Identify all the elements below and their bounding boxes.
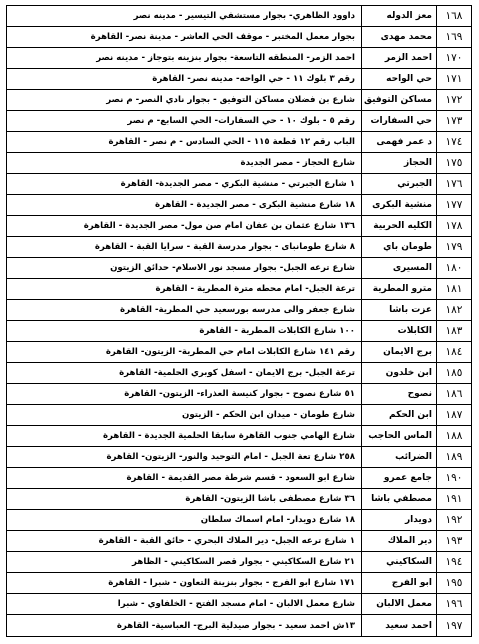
branch-name: منشية البكرى	[372, 200, 432, 210]
branch-address-cell	[7, 132, 361, 152]
branch-address: ١٨ شارع دويدار- امام اسماك سلطان	[200, 515, 355, 525]
row-number-cell	[436, 153, 471, 173]
branch-name-cell	[361, 594, 436, 614]
branch-address-cell	[7, 342, 361, 362]
row-number-cell	[436, 258, 471, 278]
branch-name: معز الدوله	[386, 11, 432, 21]
row-number-cell	[436, 321, 471, 341]
row-number-cell	[436, 237, 471, 257]
table-row	[7, 552, 471, 573]
table-row	[7, 573, 471, 594]
branch-address-cell	[7, 426, 361, 446]
branch-address: شارع ابو السعود - قسم شرطة مصر القديمة - القاهرة	[126, 473, 355, 483]
row-number-cell	[436, 132, 471, 152]
branch-address: شارع الحجاز - مصر الجديدة	[240, 158, 355, 168]
row-number-cell	[436, 69, 471, 89]
branch-name-cell	[361, 153, 436, 173]
branch-name: برج الايمان	[383, 347, 432, 357]
branch-name: حي السفارات	[370, 116, 432, 126]
branch-name: المسيرى	[392, 263, 432, 273]
row-number-cell	[436, 468, 471, 488]
table-row	[7, 426, 471, 447]
table-row	[7, 258, 471, 279]
branches-table	[6, 5, 472, 637]
row-number-cell	[436, 27, 471, 47]
branch-address-cell	[7, 6, 361, 26]
branch-name-cell	[361, 216, 436, 236]
branch-name: حي الواحه	[386, 74, 432, 84]
branch-name: مصطفي باشا	[371, 494, 432, 504]
branch-name-cell	[361, 363, 436, 383]
branch-name: مترو المطرية	[372, 284, 432, 294]
table-row	[7, 468, 471, 489]
table-row	[7, 48, 471, 69]
branch-name-cell	[361, 132, 436, 152]
branch-address: ٢١ شارع السكاكيني - بجوار قصر السكاكيني - الظاهر	[132, 557, 355, 567]
branch-name-cell	[361, 405, 436, 425]
row-number-cell	[436, 279, 471, 299]
branch-name: احمد سعيد	[385, 620, 432, 631]
table-row	[7, 342, 471, 363]
branch-name: الحجاز	[404, 158, 432, 168]
table-row	[7, 153, 471, 174]
branch-name: ابن الحكم	[389, 410, 432, 420]
row-number: ١٩١	[445, 493, 463, 505]
row-number-cell	[436, 195, 471, 215]
branch-name: احمد الزمر	[384, 53, 432, 63]
branch-name: ابو الفرج	[391, 578, 432, 588]
branch-address: احمد الزمر- المنطقه التاسعة- بجوار بنزينه بتوجاز - مدينه نصر	[96, 53, 355, 63]
table-row	[7, 69, 471, 90]
row-number: ١٨٨	[445, 430, 463, 442]
branch-name-cell	[361, 48, 436, 68]
branch-address-cell	[7, 153, 361, 173]
branch-address-cell	[7, 237, 361, 257]
row-number: ١٧٧	[445, 199, 463, 211]
branch-name: جامع عمرو	[383, 473, 432, 483]
row-number-cell	[436, 342, 471, 362]
branch-name-cell	[361, 573, 436, 593]
branch-address-cell	[7, 216, 361, 236]
branch-address-cell	[7, 615, 361, 636]
table-row	[7, 216, 471, 237]
branch-address: ١٠٠ شارع الكابلات المطرية - القاهرة	[199, 326, 355, 336]
row-number-cell	[436, 573, 471, 593]
row-number: ١٨٧	[445, 409, 463, 421]
branch-address-cell	[7, 48, 361, 68]
row-number: ١٨٥	[445, 367, 463, 379]
table-row	[7, 615, 471, 636]
branch-name: مساكن التوفيق	[363, 95, 432, 105]
branch-address: شارع معمل الالبان - امام مسجد الفتح - الخلفاوي - شبرا	[117, 599, 355, 609]
branch-name: السكاكيني	[386, 557, 432, 567]
branch-address-cell	[7, 321, 361, 341]
table-row	[7, 90, 471, 111]
row-number-cell	[436, 615, 471, 636]
branch-name-cell	[361, 447, 436, 467]
row-number-cell	[436, 447, 471, 467]
branch-address-cell	[7, 300, 361, 320]
table-row	[7, 447, 471, 468]
table-row	[7, 384, 471, 405]
branch-address: ١٨ شارع منشية البكرى - مصر الجديدة - القاهرة	[155, 200, 355, 210]
table-row	[7, 237, 471, 258]
table-row	[7, 321, 471, 342]
branch-address-cell	[7, 111, 361, 131]
table-row	[7, 594, 471, 615]
branch-address-cell	[7, 279, 361, 299]
branch-name-cell	[361, 6, 436, 26]
table-row	[7, 531, 471, 552]
row-number-cell	[436, 426, 471, 446]
branch-address: رقم ١٤١ شارع الكابلات امام حي المطرية- الزيتون- القاهرة	[105, 347, 355, 357]
row-number-cell	[436, 384, 471, 404]
table-row	[7, 405, 471, 426]
branch-name-cell	[361, 237, 436, 257]
row-number: ١٦٩	[445, 31, 463, 43]
branch-name: ابن خلدون	[385, 368, 432, 378]
branch-name: معمل الالبان	[376, 599, 432, 609]
branch-address: ٢٥٨ شارع تعة الجبل - امام التوحيد والنور- الزيتون- القاهرة	[106, 452, 355, 462]
row-number-cell	[436, 300, 471, 320]
branch-name: الكليه الحربية	[373, 221, 432, 231]
table-row	[7, 132, 471, 153]
row-number: ١٨٦	[445, 388, 463, 400]
branch-address-cell	[7, 195, 361, 215]
row-number-cell	[436, 594, 471, 614]
branch-name-cell	[361, 342, 436, 362]
row-number-cell	[436, 90, 471, 110]
branch-address: ١٣ش احمد سعيد - بجوار صيدلية البرج- العباسية- القاهرة	[116, 620, 355, 631]
table-row	[7, 174, 471, 195]
row-number: ١٧٢	[445, 94, 463, 106]
branch-name: دويدار	[404, 515, 432, 525]
branch-name: دير الملاك	[387, 536, 432, 546]
branch-name: د عمر فهمى	[376, 137, 432, 147]
table-row	[7, 27, 471, 48]
branch-address-cell	[7, 468, 361, 488]
table-row	[7, 363, 471, 384]
branch-name-cell	[361, 195, 436, 215]
row-number: ١٨٢	[445, 304, 463, 316]
branch-name-cell	[361, 384, 436, 404]
branch-address: شارع ترعه الجبل- بجوار مسجد نور الاسلام- حدائق الزيتون	[110, 263, 355, 273]
branch-address: ١ شارع الجبرتي - منشية البكري - مصر الجديدة- القاهرة	[120, 179, 355, 189]
row-number-cell	[436, 174, 471, 194]
row-number: ١٧٦	[445, 178, 463, 190]
branch-address: رقم ٥ - بلوك ١٠ - حي السفارات- الحي السابع- م نصر	[127, 116, 355, 126]
branch-name-cell	[361, 69, 436, 89]
branch-address: ٥١ شارع نصوح - بجوار كنيسة العذراء- الزيتون- القاهرة	[124, 389, 355, 399]
table-row	[7, 489, 471, 510]
branch-address: ١ شارع ترعه الجبل- دير الملاك البحري - حائق القبة - القاهرة	[98, 536, 355, 546]
branch-address: بجوار معمل المختبر - موقف الحي العاشر - مدينة نصر- القاهرة	[90, 32, 355, 42]
row-number: ١٩٥	[445, 577, 463, 589]
row-number: ١٧٨	[445, 220, 463, 232]
row-number-cell	[436, 111, 471, 131]
branch-address-cell	[7, 573, 361, 593]
branch-name: الكابلات	[397, 326, 432, 336]
row-number-cell	[436, 489, 471, 509]
row-number: ١٨١	[445, 283, 463, 295]
branch-address: شارع بن فضلان مساكن التوفيق - بجوار نادي النصر- م نصر	[106, 95, 355, 105]
branch-address: شارع جعفر والى مدرسه بورسعيد حي المطرية- القاهرة	[120, 305, 355, 315]
row-number: ١٧١	[445, 73, 463, 85]
table-row	[7, 195, 471, 216]
row-number-cell	[436, 405, 471, 425]
branch-address: شارع طومان - ميدان ابن الحكم - الزيتون	[182, 410, 355, 420]
branch-name-cell	[361, 531, 436, 551]
row-number: ١٨٠	[445, 262, 463, 274]
branch-address-cell	[7, 405, 361, 425]
row-number: ١٩٢	[445, 514, 463, 526]
row-number-cell	[436, 6, 471, 26]
row-number-cell	[436, 552, 471, 572]
table-row	[7, 111, 471, 132]
branch-name: طومان باي	[383, 242, 432, 252]
branch-address-cell	[7, 363, 361, 383]
branch-address-cell	[7, 258, 361, 278]
branch-address: ١٧١ شارع ابو الفرج - بجوار بنزينة التعاون - شبرا - القاهرة	[108, 578, 355, 588]
row-number-cell	[436, 48, 471, 68]
branch-address-cell	[7, 90, 361, 110]
row-number-cell	[436, 510, 471, 530]
branch-address-cell	[7, 594, 361, 614]
row-number: ١٩٦	[445, 598, 463, 610]
branch-address-cell	[7, 174, 361, 194]
branch-address-cell	[7, 384, 361, 404]
branch-name: الماس الحاجب	[368, 431, 432, 441]
branch-name-cell	[361, 279, 436, 299]
branch-name: نصوح	[407, 389, 432, 399]
branch-name-cell	[361, 552, 436, 572]
row-number: ١٧٩	[445, 241, 463, 253]
row-number: ١٧٥	[445, 157, 463, 169]
branch-name-cell	[361, 300, 436, 320]
table-row	[7, 6, 471, 27]
table-row	[7, 300, 471, 321]
row-number: ١٧٠	[445, 52, 463, 64]
branch-name-cell	[361, 27, 436, 47]
row-number: ١٩٧	[445, 619, 463, 632]
branch-address-cell	[7, 447, 361, 467]
branch-address: داوود الظاهري- بجوار مستشفي التيسير - مدينه نصر	[133, 11, 355, 21]
branch-name-cell	[361, 489, 436, 509]
row-number: ١٧٣	[445, 115, 463, 127]
table-row	[7, 510, 471, 531]
branch-address-cell	[7, 510, 361, 530]
branch-name-cell	[361, 468, 436, 488]
branch-address: رقم ٣ بلوك ١١ - حي الواحه- مدينه نصر- القاهرة	[152, 74, 355, 84]
row-number: ١٨٣	[445, 325, 463, 337]
branch-address: شارع الهامي جنوب القاهرة سابقا الحلمية الجديدة - القاهرة	[102, 431, 355, 441]
row-number: ١٧٤	[445, 136, 463, 148]
branch-name-cell	[361, 510, 436, 530]
branch-name-cell	[361, 321, 436, 341]
branch-name: محمد مهدى	[380, 32, 432, 42]
branch-name: الضرائب	[395, 452, 432, 462]
row-number: ١٨٩	[445, 451, 463, 463]
branch-name: الجبرتي	[397, 179, 432, 189]
branch-address: ترعة الجبل- امام محطه مترة المطرية - القاهرة	[155, 284, 355, 294]
row-number: ١٩٤	[445, 556, 463, 568]
branch-address: ١٣٦ شارع عثمان بن عفان امام صن مول- مصر الجديدة - القاهرة	[83, 221, 355, 231]
branch-name-cell	[361, 111, 436, 131]
branch-name-cell	[361, 258, 436, 278]
row-number-cell	[436, 216, 471, 236]
branch-address: ٣٦ شارع مصطفى باشا الزيتون- القاهرة	[185, 494, 355, 504]
branch-address-cell	[7, 552, 361, 572]
row-number: ١٩٣	[445, 535, 463, 547]
branch-name: عزت باشا	[389, 305, 432, 315]
branch-name-cell	[361, 174, 436, 194]
row-number: ١٨٤	[445, 346, 463, 358]
row-number: ١٩٠	[445, 472, 463, 484]
branch-address: ترعة الجبل- برج الايمان - اسفل كوبري الحلمية- القاهرة	[119, 368, 355, 378]
branch-name-cell	[361, 90, 436, 110]
row-number: ١٦٨	[445, 10, 463, 22]
branch-name-cell	[361, 426, 436, 446]
branch-address: ٨ شارع طومانباى - بجوار مدرسة القبة - سرايا القبة - القاهرة	[94, 242, 355, 252]
row-number-cell	[436, 363, 471, 383]
row-number-cell	[436, 531, 471, 551]
branch-address-cell	[7, 531, 361, 551]
branch-address: الباب رقم ١٢ قطعة ١١٥ - الحي السادس - م نصر - القاهرة	[108, 137, 355, 147]
branch-address-cell	[7, 27, 361, 47]
table-row	[7, 279, 471, 300]
branch-name-cell	[361, 615, 436, 636]
branch-address-cell	[7, 69, 361, 89]
branch-address-cell	[7, 489, 361, 509]
